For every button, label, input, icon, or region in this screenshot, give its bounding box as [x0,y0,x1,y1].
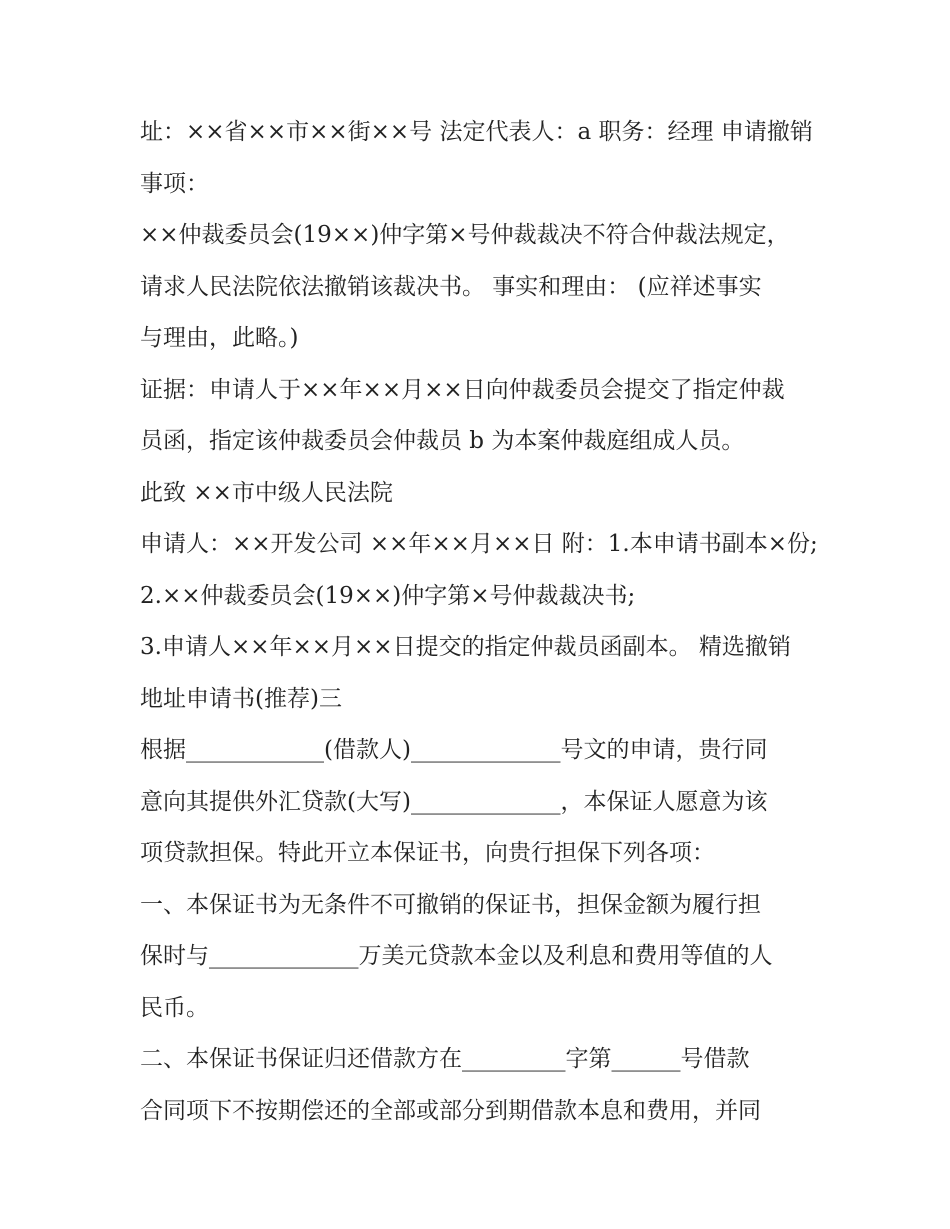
text-line: 证据：申请人于××年××月××日向仲裁委员会提交了指定仲裁 [140,376,785,403]
text-line: 意向其提供外汇贷款(大写)_____________，本保证人愿意为该 [140,788,768,815]
text-line: 根据____________(借款人)_____________号文的申请，贵行同 [140,737,768,763]
text-line: 一、本保证书为无条件不可撤销的保证书，担保金额为履行担 [140,891,761,918]
text-line: 保时与_____________万美元贷款本金以及利息和费用等值的人 [140,943,773,969]
text-line: 民币。 [140,994,209,1021]
text-line: 项贷款担保。特此开立本保证书，向贵行担保下列各项： [140,840,715,866]
text-line: 址：××省××市××街××号 法定代表人：a 职务：经理 申请撤销 [140,119,813,145]
text-line: 员函，指定该仲裁委员会仲裁员 b 为本案仲裁庭组成人员。 [140,428,745,454]
text-line: ××仲裁委员会(19××)仲字第×号仲裁裁决不符合仲裁法规定， [140,222,790,248]
text-line: 二、本保证书保证归还借款方在_________字第______号借款 [140,1046,750,1072]
text-line: 3.申请人××年××月××日提交的指定仲裁员函副本。 精选撤销 [140,634,791,660]
document-body [140,107,820,1137]
text-line: 2.××仲裁委员会(19××)仲字第×号仲裁裁决书; [140,582,636,609]
text-line: 事项： [140,170,209,197]
text-line: 与理由，此略。) [140,325,299,351]
text-line: 申请人：××开发公司 ××年××月××日 附：1.本申请书副本×份; [140,531,818,557]
text-line: 请求人民法院依法撤销该裁决书。 事实和理由： (应祥述事实 [140,273,762,300]
section-title: 地址申请书(推荐)三 [140,685,342,712]
text-line: 合同项下不按期偿还的全部或部分到期借款本息和费用，并同 [140,1097,761,1124]
text-line: 此致 ××市中级人民法院 [140,479,393,506]
